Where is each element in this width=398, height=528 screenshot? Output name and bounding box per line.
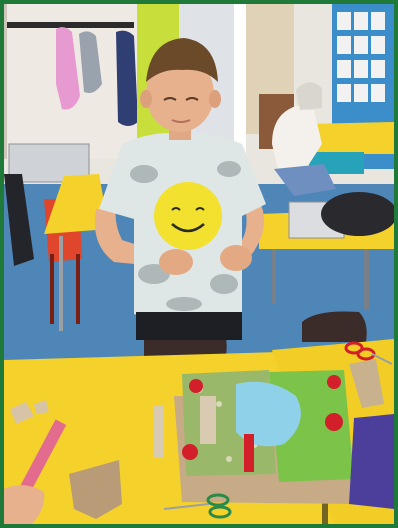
black-bag (321, 192, 394, 236)
cardboard-tube (200, 396, 216, 444)
classroom-photo (4, 4, 394, 524)
coat-hooks (6, 22, 134, 28)
poppy (189, 379, 203, 393)
poppy (325, 413, 343, 431)
poppy (182, 444, 198, 460)
smiley-print (154, 182, 222, 250)
red-stem (244, 434, 254, 472)
poppy (327, 375, 341, 389)
purple-sheet (349, 414, 394, 509)
